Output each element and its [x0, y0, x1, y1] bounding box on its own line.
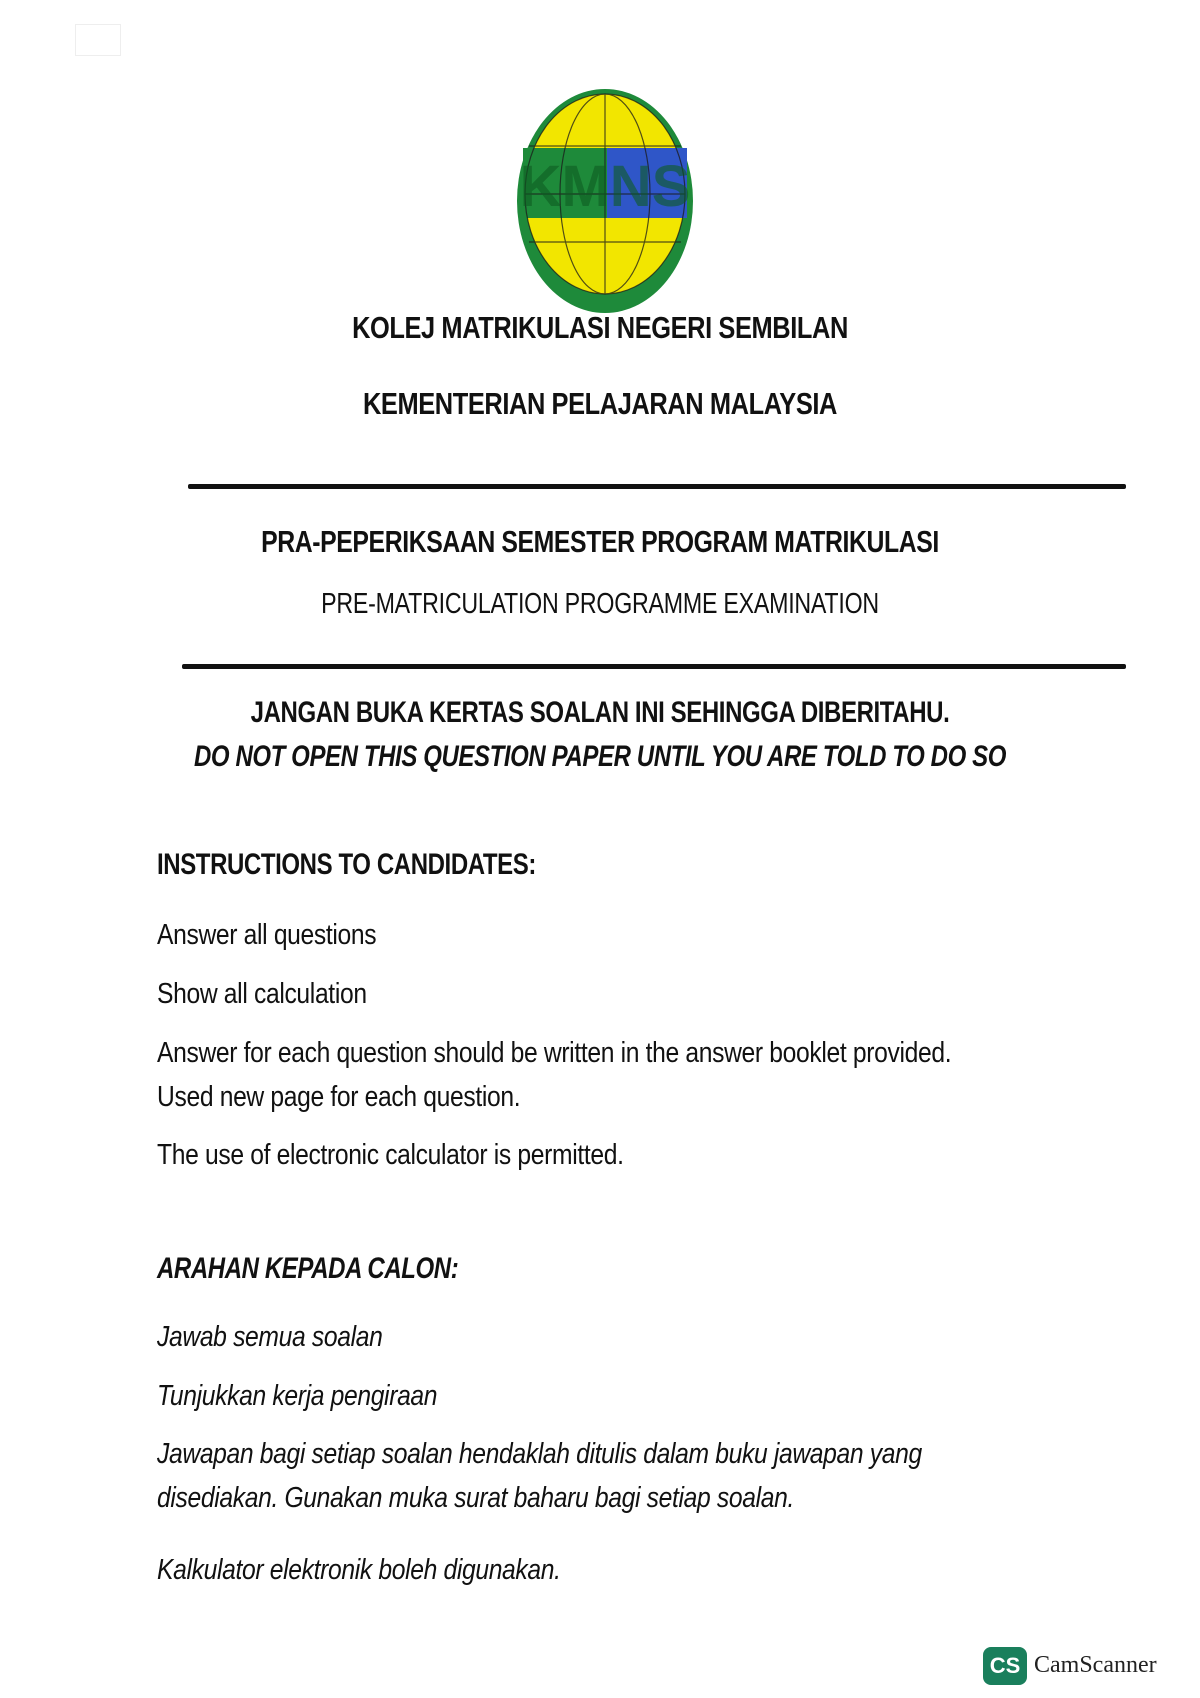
warning-english: DO NOT OPEN THIS QUESTION PAPER UNTIL YOU ARE TOLD TO DO SO [193, 740, 1007, 773]
exam-subtitle: PRE-MATRICULATION PROGRAMME EXAMINATION [321, 588, 879, 620]
instruction-item: The use of electronic calculator is permitted. [157, 1139, 624, 1171]
divider [188, 484, 1126, 489]
instruction-item: Tunjukkan kerja pengiraan [157, 1380, 438, 1412]
camscanner-badge: CS [983, 1647, 1027, 1685]
instruction-item: Show all calculation [157, 978, 367, 1010]
warning-malay: JANGAN BUKA KERTAS SOALAN INI SEHINGGA DIBERITAHU. [250, 696, 950, 729]
instruction-item: Jawapan bagi setiap soalan hendaklah ditulis dalam buku jawapan yang disediakan. Gunakan muka surat baharu bagi setiap soalan. [157, 1438, 922, 1514]
section-heading: ARAHAN KEPADA CALON: [157, 1252, 459, 1285]
corner-mark [75, 24, 121, 56]
exam-title: PRA-PEPERIKSAAN SEMESTER PROGRAM MATRIKULASI [261, 524, 939, 559]
institution-name: KOLEJ MATRIKULASI NEGERI SEMBILAN [352, 310, 848, 345]
instructions-heading-en [157, 848, 1057, 882]
camscanner-label: CamScanner [1034, 1652, 1157, 1678]
ministry-name: KEMENTERIAN PELAJARAN MALAYSIA [362, 386, 838, 421]
instruction-item: Jawab semua soalan [157, 1321, 383, 1353]
instruction-item: Answer for each question should be written in the answer booklet provided. Used new page for each question. [157, 1037, 952, 1113]
instruction-item: Answer all questions [157, 919, 377, 951]
svg-text:KMNS: KMNS [519, 154, 691, 219]
college-logo [515, 86, 695, 316]
divider [182, 664, 1126, 669]
instruction-item: Kalkulator elektronik boleh digunakan. [157, 1554, 561, 1586]
section-heading: INSTRUCTIONS TO CANDIDATES: [157, 848, 536, 881]
instructions-heading-bm [157, 1252, 1057, 1286]
